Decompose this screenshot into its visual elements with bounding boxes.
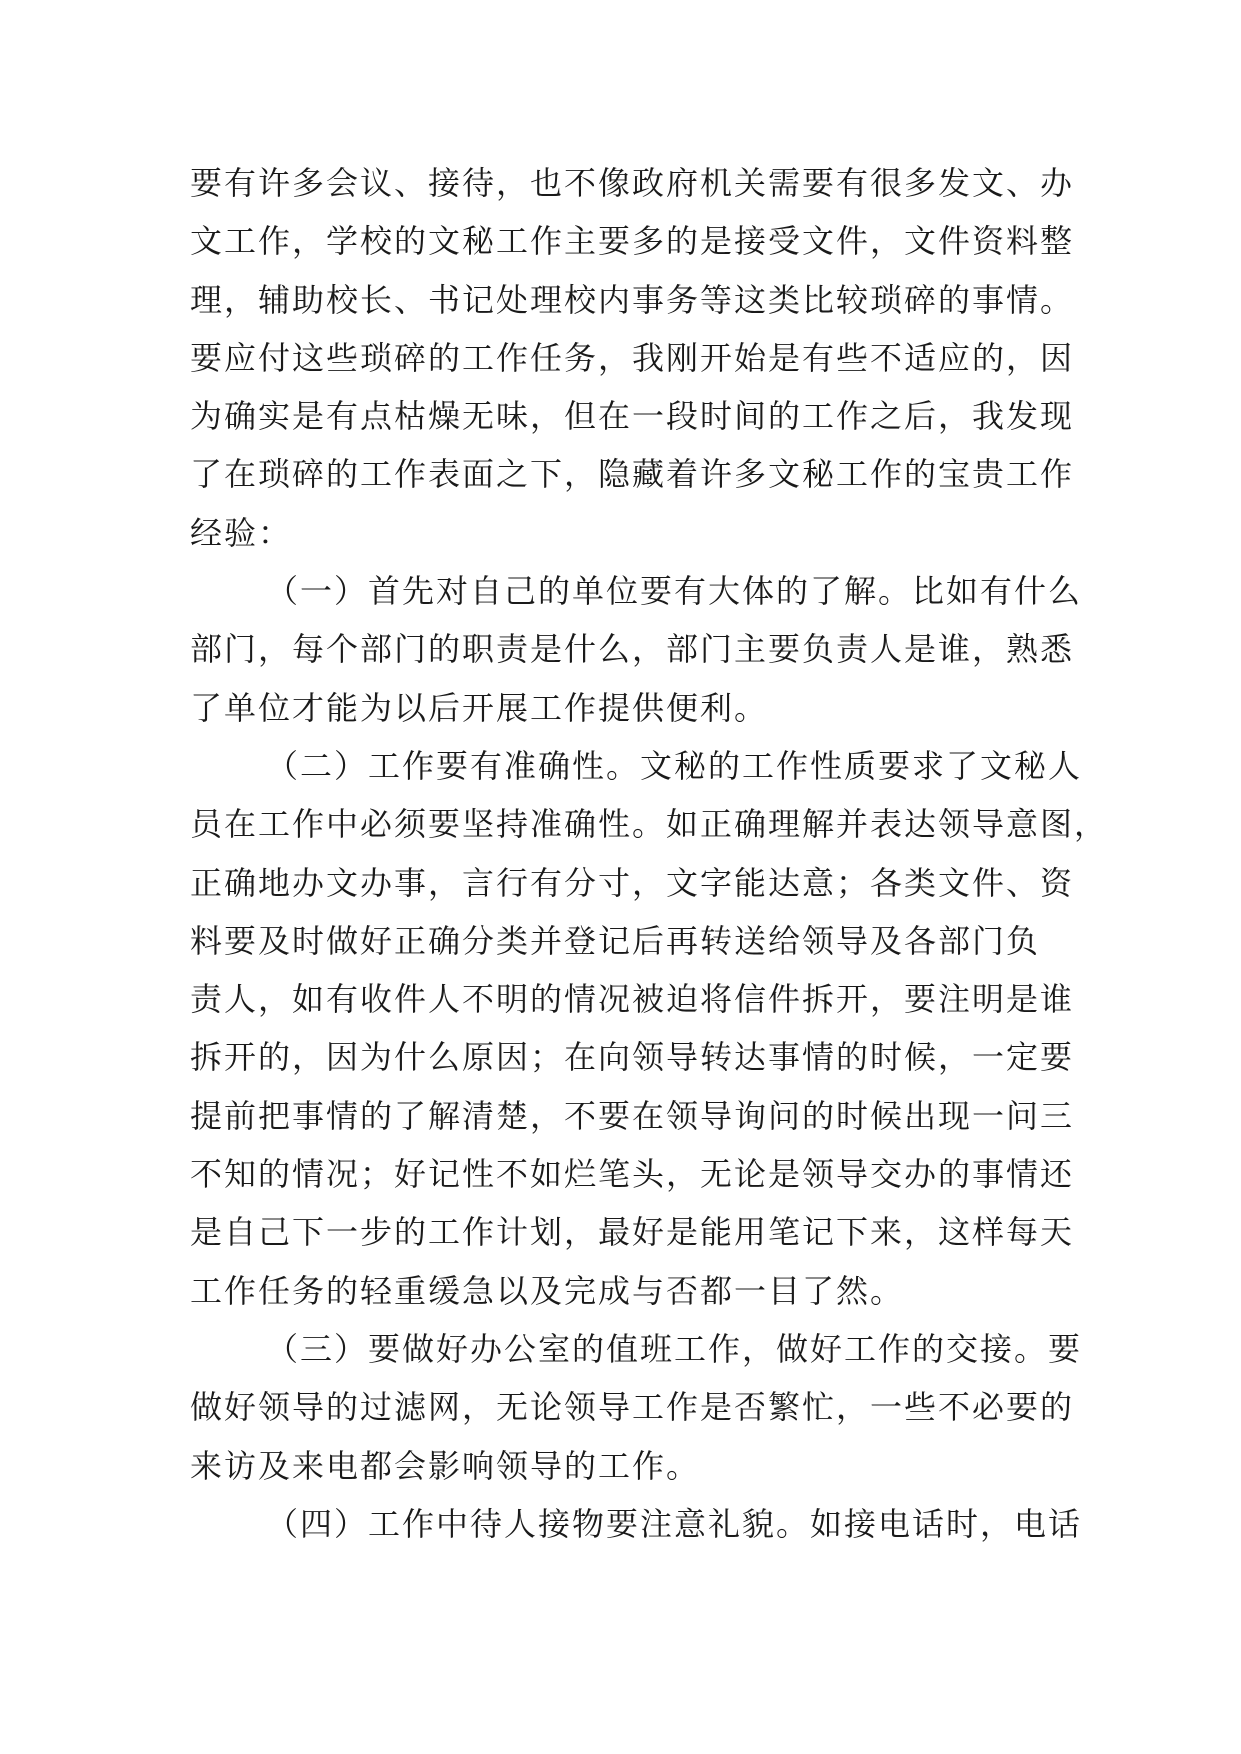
document-body <box>190 154 1109 1553</box>
text-line: 为确实是有点枯燥无味，但在一段时间的工作之后，我发现 <box>190 397 1075 436</box>
text-line: 员在工作中必须要坚持准确性。如正确理解并表达领导意图， <box>190 805 1109 844</box>
text-line: 提前把事情的了解清楚，不要在领导询问的时候出现一问三 <box>190 1096 1075 1135</box>
text-line: 理，辅助校长、书记处理校内事务等这类比较琐碎的事情。 <box>190 280 1075 319</box>
text-line: 是自己下一步的工作计划，最好是能用笔记下来，这样每天 <box>190 1213 1075 1252</box>
text-line: 做好领导的过滤网，无论领导工作是否繁忙，一些不必要的 <box>190 1388 1075 1427</box>
text-line: 了单位才能为以后开展工作提供便利。 <box>190 688 769 727</box>
paragraph-heading-4: （四）工作中待人接物要注意礼貌。如接电话时，电话 <box>266 1504 1083 1543</box>
text-line: 经验： <box>190 513 293 552</box>
paragraph-heading-3: （三）要做好办公室的值班工作，做好工作的交接。要 <box>266 1329 1083 1368</box>
text-line: 来访及来电都会影响领导的工作。 <box>190 1446 701 1485</box>
text-line: 不知的情况；好记性不如烂笔头，无论是领导交办的事情还 <box>190 1155 1075 1194</box>
text-line: 料要及时做好正确分类并登记后再转送给领导及各部门负 <box>190 921 1041 960</box>
text-line: 部门，每个部门的职责是什么，部门主要负责人是谁，熟悉 <box>190 630 1075 669</box>
text-line: 正确地办文办事，言行有分寸，文字能达意；各类文件、资 <box>190 863 1075 902</box>
text-line: 要有许多会议、接待，也不像政府机关需要有很多发文、办 <box>190 164 1075 202</box>
text-line: 文工作，学校的文秘工作主要多的是接受文件，文件资料整 <box>190 222 1075 261</box>
text-line: 拆开的，因为什么原因；在向领导转达事情的时候，一定要 <box>190 1038 1075 1077</box>
text-line: 了在琐碎的工作表面之下，隐藏着许多文秘工作的宝贵工作 <box>190 455 1075 494</box>
paragraph-heading-2: （二）工作要有准确性。文秘的工作性质要求了文秘人 <box>266 746 1083 785</box>
text-line: 责人，如有收件人不明的情况被迫将信件拆开，要注明是谁 <box>190 980 1075 1019</box>
text-line: 工作任务的轻重缓急以及完成与否都一目了然。 <box>190 1271 905 1310</box>
paragraph-heading-1: （一）首先对自己的单位要有大体的了解。比如有什么 <box>266 572 1083 611</box>
text-line: 要应付这些琐碎的工作任务，我刚开始是有些不适应的，因 <box>190 338 1075 377</box>
